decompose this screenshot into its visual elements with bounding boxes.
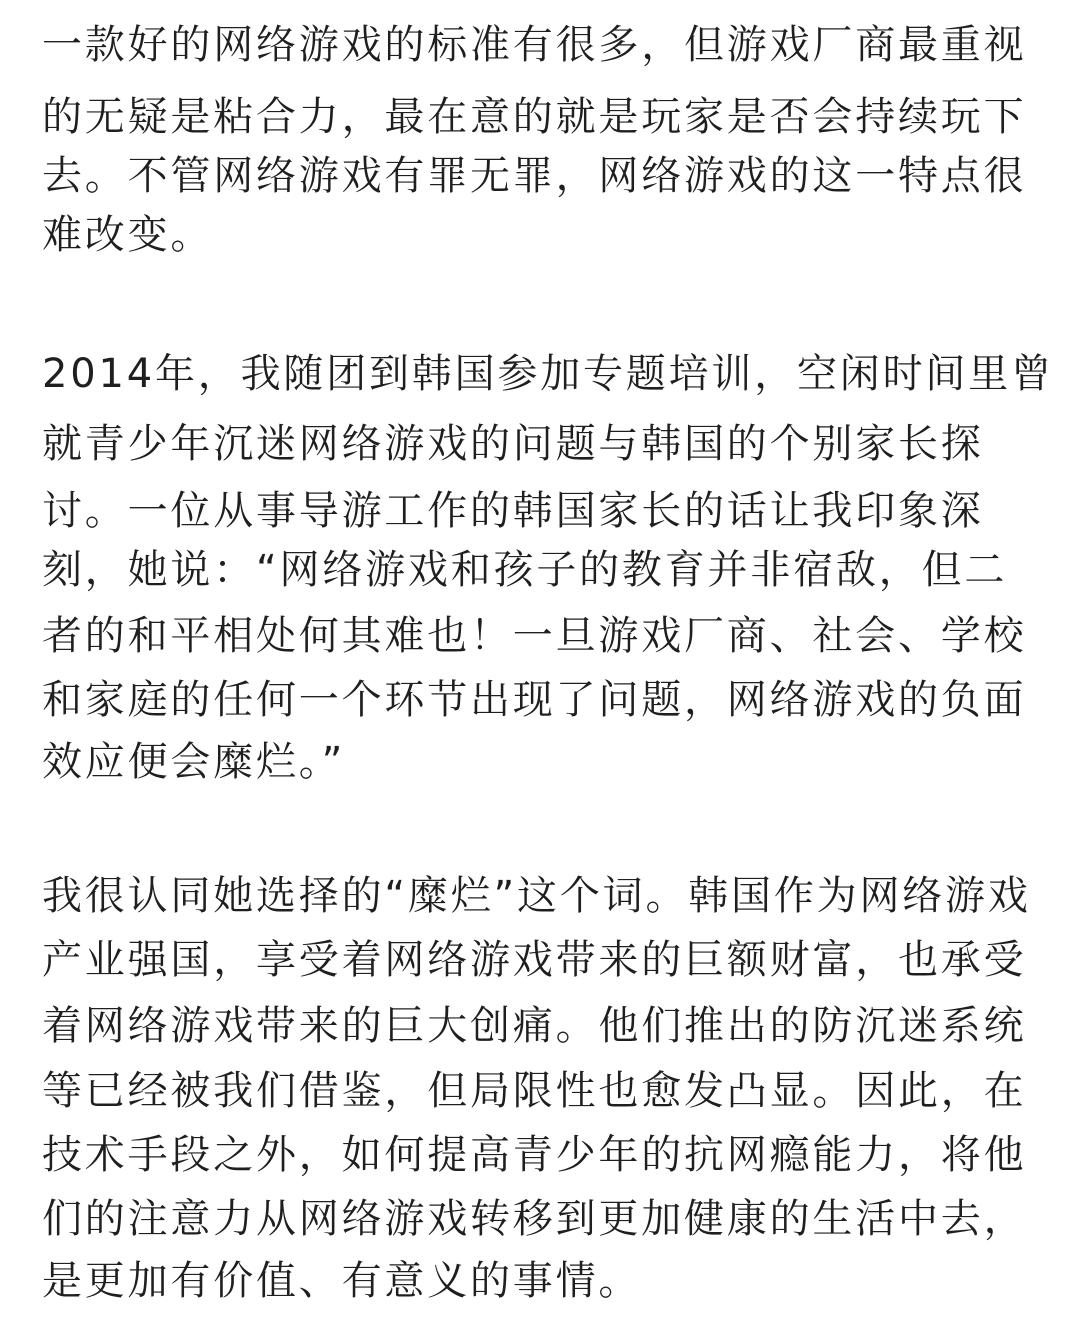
text-line: 等已经被我们借鉴，但局限性也愈发凸显。因此，在 xyxy=(42,1068,1027,1114)
text-line: 去。不管网络游戏有罪无罪，网络游戏的这一特点很 xyxy=(42,153,1027,199)
text-line: 和家庭的任何一个环节出现了问题，网络游戏的负面 xyxy=(42,677,1027,723)
text-line: 效应便会糜烂。” xyxy=(42,739,346,785)
text-line: 者的和平相处何其难也！一旦游戏厂商、社会、学校 xyxy=(42,613,1027,659)
text-line: 着网络游戏带来的巨大创痛。他们推出的防沉迷系统 xyxy=(42,1003,1027,1049)
text-line: 讨。一位从事导游工作的韩国家长的话让我印象深 xyxy=(42,488,984,534)
text-line: 产业强国，享受着网络游戏带来的巨额财富，也承受 xyxy=(42,937,1027,983)
text-line: 2014年，我随团到韩国参加专题培训，空闲时间里曾 xyxy=(42,351,1054,397)
text-line: 难改变。 xyxy=(42,212,214,258)
text-line: 技术手段之外，如何提高青少年的抗网瘾能力，将他 xyxy=(42,1132,1027,1178)
text-line: 一款好的网络游戏的标准有很多，但游戏厂商最重视 xyxy=(42,22,1027,68)
text-line: 们的注意力从网络游戏转移到更加健康的生活中去， xyxy=(42,1196,1027,1242)
text-line: 我很认同她选择的“糜烂”这个词。韩国作为网络游戏 xyxy=(42,873,1031,919)
text-line: 的无疑是粘合力，最在意的就是玩家是否会持续玩下 xyxy=(42,94,1027,140)
text-line: 刻，她说：“网络游戏和孩子的教育并非宿敌，但二 xyxy=(42,547,1008,593)
text-line: 就青少年沉迷网络游戏的问题与韩国的个别家长探 xyxy=(42,421,984,467)
text-line: 是更加有价值、有意义的事情。 xyxy=(42,1258,642,1304)
